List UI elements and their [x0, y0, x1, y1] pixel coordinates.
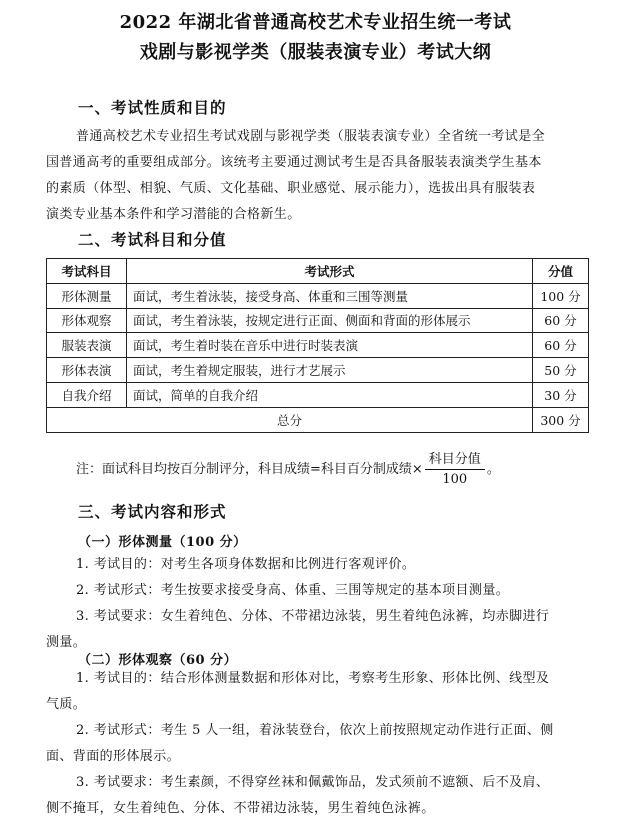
cell-subject: 形体观察: [47, 308, 127, 333]
cell-score: 50 分: [533, 358, 589, 383]
table-header-row: [47, 259, 589, 284]
section2-heading: 二、考试科目和分值: [78, 230, 227, 249]
table-row: [47, 308, 589, 333]
table-row: [47, 333, 589, 358]
cell-total-value: 300 分: [533, 407, 589, 432]
formula-fraction: [425, 448, 485, 487]
cell-format: 面试，考生着泳装，接受身高、体重和三围等测量: [127, 283, 533, 308]
paragraph-line: 1. 考试目的：对考生各项身体数据和比例进行客观评价。: [76, 557, 416, 572]
cell-score: 60 分: [533, 333, 589, 358]
paragraph-line: 气质。: [46, 697, 87, 712]
section1-paragraph: [46, 124, 586, 228]
paragraph-line: 3. 考试要求：女生着纯色、分体、不带裙边泳装，男生着纯色泳裤，均赤脚进行: [76, 609, 550, 624]
section1-heading: 一、考试性质和目的: [78, 98, 227, 117]
cell-subject: 自我介绍: [47, 382, 127, 407]
paragraph-line: 1. 考试目的：结合形体测量数据和形体对比，考察考生形象、形体比例、线型及: [76, 671, 550, 686]
table-row: [47, 283, 589, 308]
paragraph-line: 面、背面的形体展示。: [46, 749, 181, 764]
header-score: 分值: [533, 259, 589, 284]
table-row: [47, 382, 589, 407]
subsection2-heading: （二）形体观察（60 分）: [78, 653, 238, 668]
paragraph-line: 2. 考试形式：考生 5 人一组，着泳装登台，依次上前按照规定动作进行正面、侧: [76, 723, 554, 738]
paragraph-line: 3. 考试要求：考生素颜，不得穿丝袜和佩戴饰品，发式须前不遮额、后不及肩、: [76, 775, 550, 790]
note-prefix: 注：面试科目均按百分制评分，科目成绩=科目百分制成绩×: [76, 462, 423, 477]
cell-format: 面试，简单的自我介绍: [127, 382, 533, 407]
fraction-denominator: 100: [442, 472, 468, 487]
table-total-row: [47, 407, 589, 432]
cell-subject: 服装表演: [47, 333, 127, 358]
header-format: 考试形式: [127, 259, 533, 284]
cell-total-label: 总分: [47, 407, 533, 432]
paragraph-line: 演类专业基本条件和学习潜能的合格新生。: [46, 207, 301, 222]
table-row: [47, 358, 589, 383]
score-table: [46, 258, 589, 433]
paragraph-line: 测量。: [46, 635, 87, 650]
paragraph-line: 2. 考试形式：考生按要求接受身高、体重、三围等规定的基本项目测量。: [76, 583, 510, 598]
header-subject: 考试科目: [47, 259, 127, 284]
paragraph-line: 普通高校艺术专业招生考试戏剧与影视学类（服装表演专业）全省统一考试是全: [76, 129, 546, 144]
document-title-line2: 戏剧与影视学类（服装表演专业）考试大纲: [139, 42, 492, 63]
fraction-numerator: 科目分值: [425, 448, 485, 470]
note-suffix: 。: [486, 462, 500, 477]
cell-subject: 形体测量: [47, 283, 127, 308]
cell-subject: 形体表演: [47, 358, 127, 383]
subsection2-content: [46, 666, 586, 822]
paragraph-line: 的素质（体型、相貌、气质、文化基础、职业感觉、展示能力），选拔出具有服装表: [46, 181, 536, 196]
subsection1-content: [46, 552, 586, 656]
cell-format: 面试，考生着时装在音乐中进行时装表演: [127, 333, 533, 358]
paragraph-line: 侧不掩耳，女生着纯色、分体、不带裙边泳装，男生着纯色泳裤。: [46, 801, 435, 816]
score-formula-note: [76, 448, 500, 487]
cell-score: 30 分: [533, 382, 589, 407]
section3-heading: 三、考试内容和形式: [78, 502, 227, 521]
cell-format: 面试，考生着规定服装，进行才艺展示: [127, 358, 533, 383]
paragraph-line: 国普通高考的重要组成部分。该统考主要通过测试考生是否具备服装表演类学生基本: [46, 155, 542, 170]
subsection1-heading: （一）形体测量（100 分）: [78, 535, 247, 550]
cell-format: 面试，考生着泳装，按规定进行正面、侧面和背面的形体展示: [127, 308, 533, 333]
document-title-line1: 2022 年湖北省普通高校艺术专业招生统一考试: [119, 12, 512, 33]
cell-score: 60 分: [533, 308, 589, 333]
cell-score: 100 分: [533, 283, 589, 308]
